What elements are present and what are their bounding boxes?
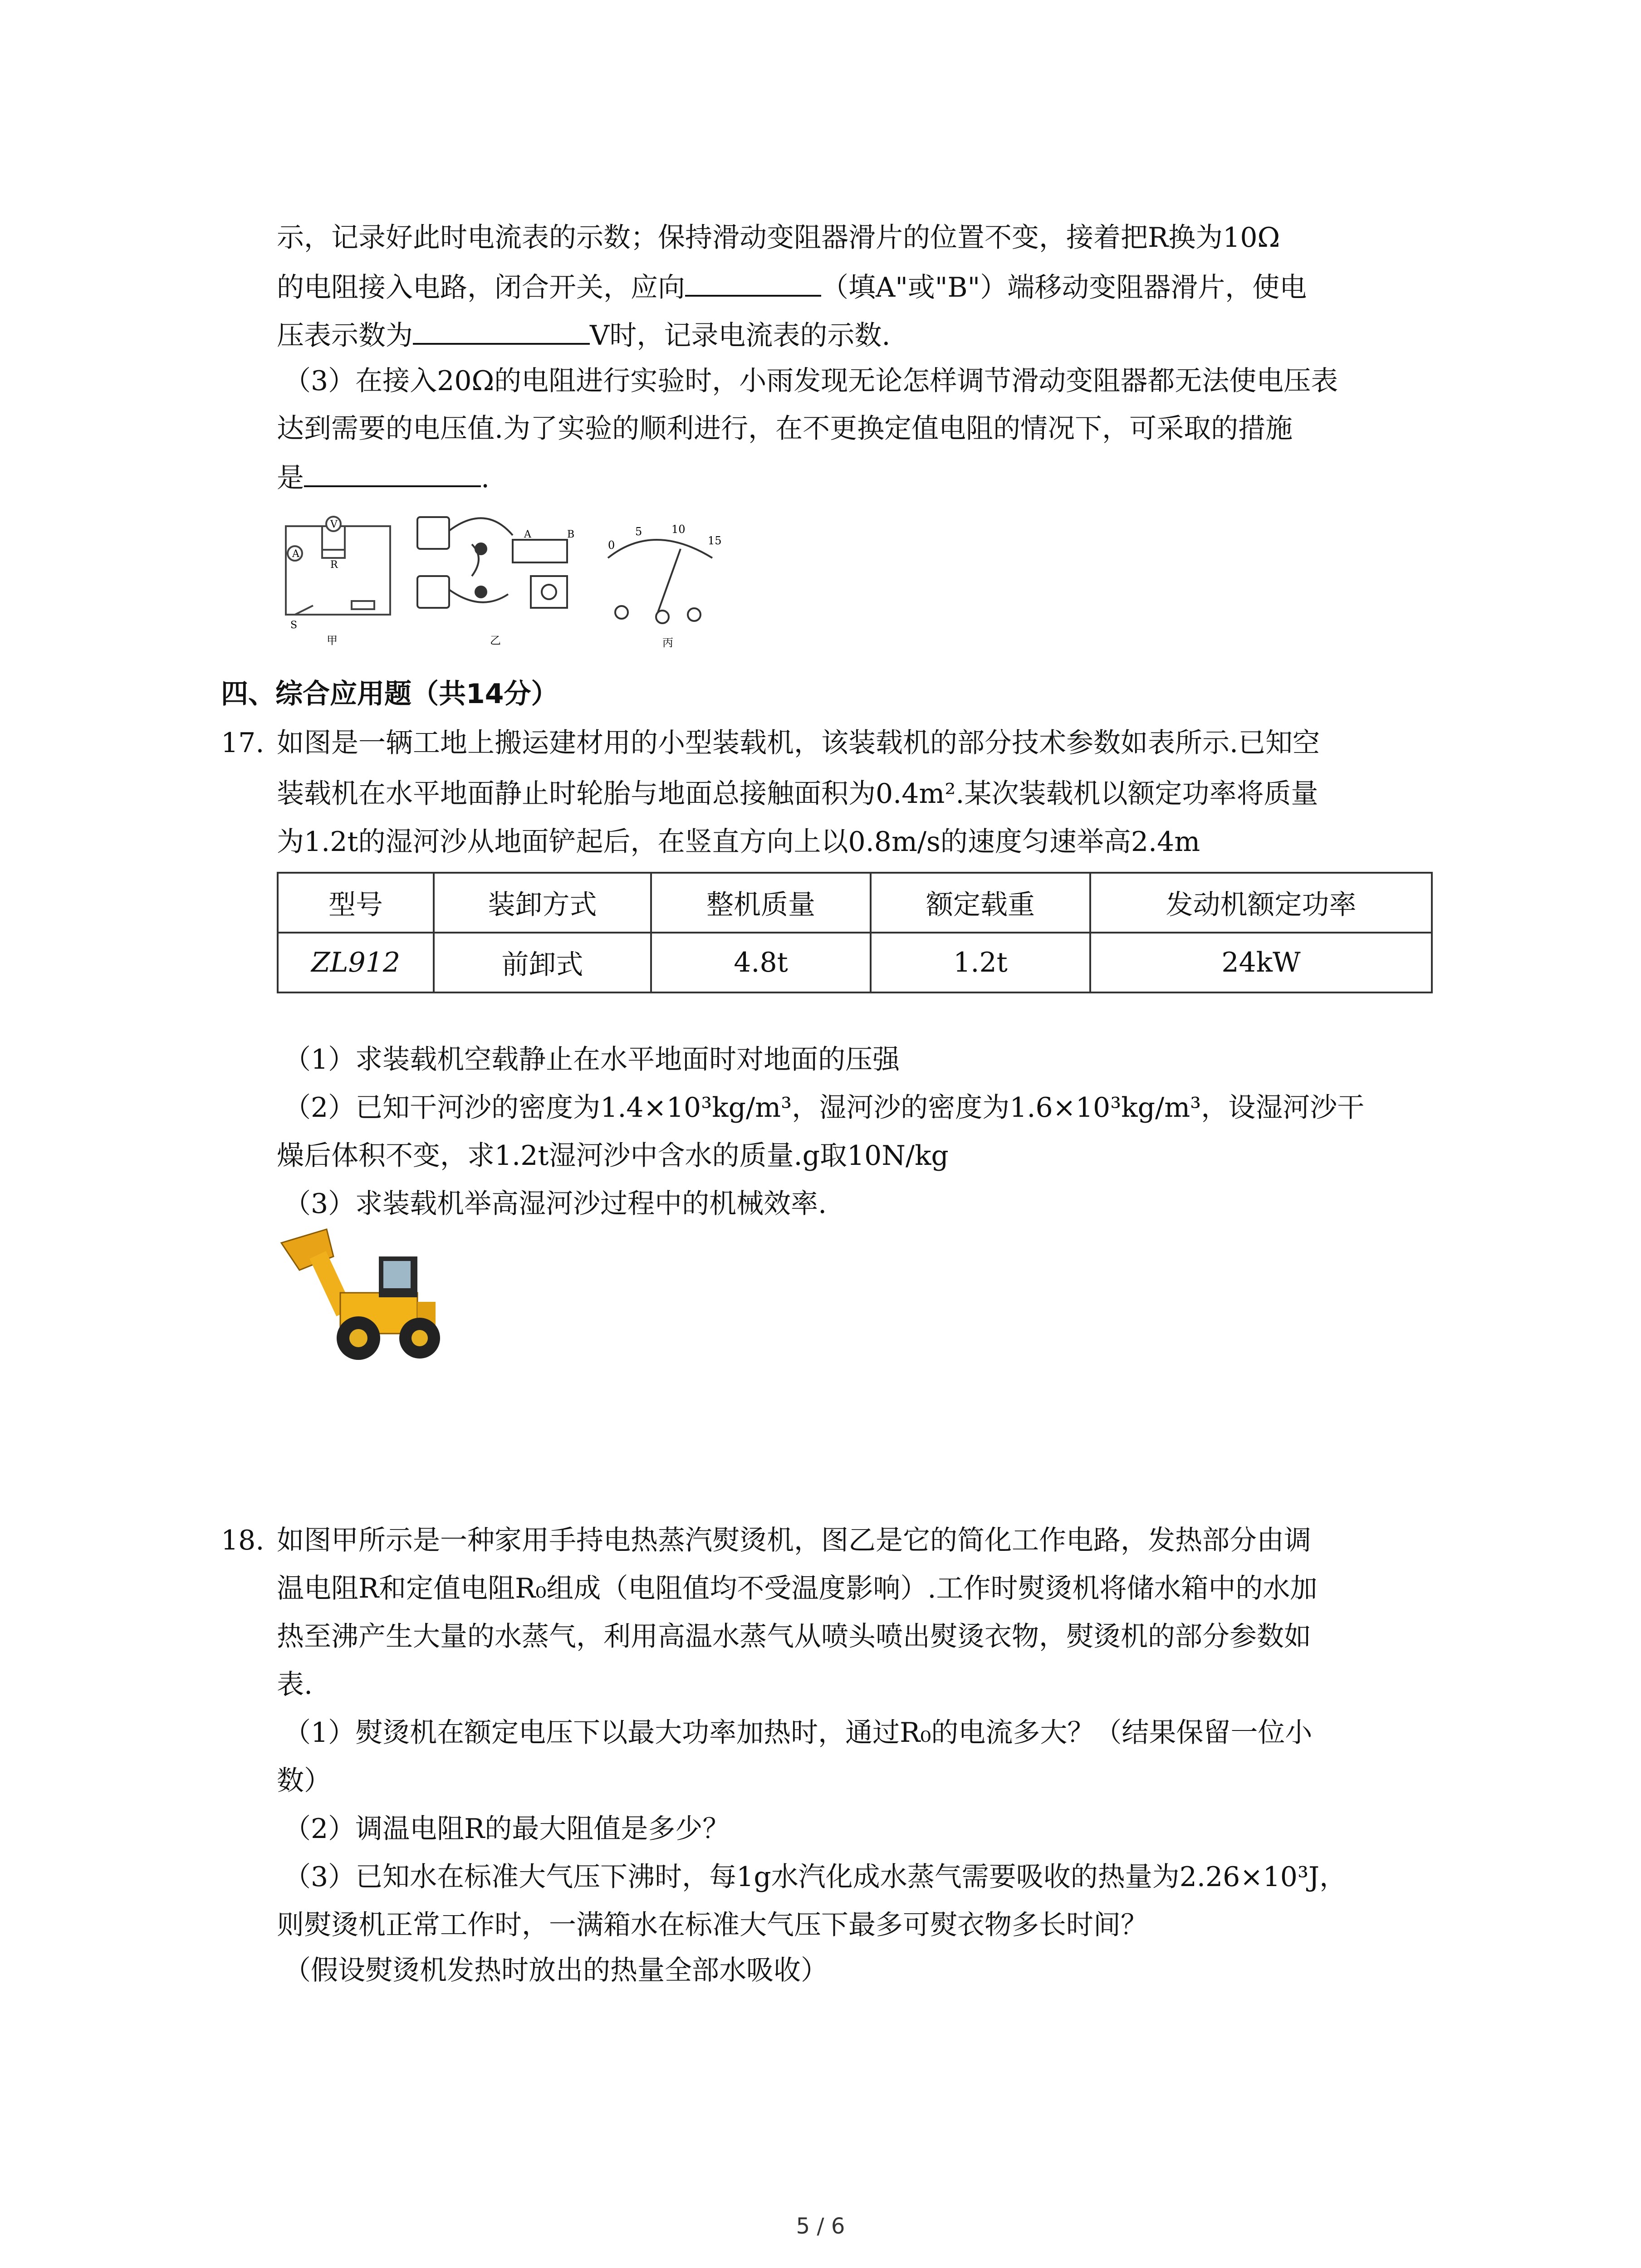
table-row [278, 933, 1432, 992]
q17-line-1: 如图是一辆工地上搬运建材用的小型装载机，该装载机的部分技术参数如表所示.已知空 [277, 727, 1320, 759]
q16-line-6-start: 是 [277, 462, 304, 494]
rheostat-terminal-b: B [567, 529, 575, 540]
resistor-label: R [330, 559, 338, 571]
q16-circuit-figures [277, 508, 740, 653]
table-header-row [278, 873, 1432, 933]
loader-spec-table [277, 872, 1433, 993]
voltmeter-label: V [330, 519, 338, 530]
q16-line-2-start: 的电阻接入电路，闭合开关，应向 [277, 272, 685, 303]
q18-sub-1-line-1: （1）熨烫机在额定电压下以最大功率加热时，通过R₀的电流多大？（结果保留一位小 [284, 1717, 1313, 1749]
table-header-cell: 装卸方式 [434, 873, 651, 933]
q16-line-2 [277, 268, 1307, 306]
meter-tick-15: 15 [708, 534, 722, 547]
q17-sub-3: （3）求装载机举高湿河沙过程中的机械效率. [284, 1188, 827, 1220]
q16-sub3-line-3 [277, 458, 490, 496]
table-cell-model: ZL912 [278, 933, 434, 992]
table-cell: 24kW [1090, 933, 1432, 992]
answer-blank-voltage[interactable] [413, 316, 590, 345]
q17-sub-1: （1）求装载机空载静止在水平地面时对地面的压强 [284, 1044, 900, 1075]
answer-blank-direction[interactable] [685, 268, 821, 297]
q17-line-3: 为1.2t的湿河沙从地面铲起后，在竖直方向上以0.8m/s的速度匀速举高2.4m [277, 826, 1200, 858]
table-header-cell: 整机质量 [651, 873, 871, 933]
answer-blank-measure[interactable] [304, 458, 481, 487]
q17-number: 17. [221, 727, 265, 759]
table-header-cell: 发动机额定功率 [1090, 873, 1432, 933]
q17-sub-2-line-1: （2）已知干河沙的密度为1.4×10³kg/m³，湿河沙的密度为1.6×10³kg/m³，设湿河沙干 [284, 1092, 1365, 1124]
figure-label-bing: 丙 [662, 636, 673, 649]
q18-line-1: 如图甲所示是一种家用手持电热蒸汽熨烫机，图乙是它的简化工作电路，发热部分由调 [277, 1525, 1311, 1556]
q18-number: 18. [221, 1525, 265, 1556]
switch-label: S [290, 620, 298, 631]
q16-line-6-end: . [481, 462, 490, 494]
section-heading: 四、综合应用题（共14分） [221, 678, 558, 710]
circuit-diagram-jia [286, 517, 390, 615]
rheostat-terminal-a: A [524, 529, 531, 540]
ammeter-label: A [292, 548, 299, 560]
q17-line-2: 装载机在水平地面静止时轮胎与地面总接触面积为0.4m².某次装载机以额定功率将质量 [277, 778, 1318, 810]
loader-illustration [272, 1225, 454, 1374]
q18-sub-3-line-2: 则熨烫机正常工作时，一满箱水在标准大气压下最多可熨衣物多长时间？ [277, 1909, 1148, 1941]
q16-line-3-end: V时，记录电流表的示数. [590, 320, 891, 352]
table-cell: 前卸式 [434, 933, 651, 992]
q18-line-3: 热至沸产生大量的水蒸气，利用高温水蒸气从喷头喷出熨烫衣物，熨烫机的部分参数如 [277, 1621, 1311, 1652]
q18-line-2: 温电阻R和定值电阻R₀组成（电阻值均不受温度影响）.工作时熨烫机将储水箱中的水加 [277, 1573, 1318, 1604]
q18-sub-3-line-3: （假设熨烫机发热时放出的热量全部水吸收） [284, 1955, 828, 1986]
meter-tick-10: 10 [671, 523, 686, 536]
q18-sub-1-line-2: 数） [277, 1765, 331, 1797]
q16-sub3-line-2: 达到需要的电压值.为了实验的顺利进行，在不更换定值电阻的情况下，可采取的措施 [277, 413, 1293, 445]
meter-tick-0: 0 [608, 539, 615, 552]
q18-line-4: 表. [277, 1669, 313, 1701]
page-number: 5 / 6 [796, 2214, 845, 2239]
q16-line-3-start: 压表示数为 [277, 320, 413, 352]
figure-label-yi: 乙 [490, 634, 501, 647]
table-header-cell: 型号 [278, 873, 434, 933]
q16-line-3 [277, 316, 890, 354]
q16-line-1: 示，记录好此时电流表的示数；保持滑动变阻器滑片的位置不变，接着把R换为10Ω [277, 222, 1280, 254]
q16-line-2-end: （填A"或"B"）端移动变阻器滑片，使电 [821, 272, 1307, 303]
table-cell: 1.2t [871, 933, 1090, 992]
voltmeter-dial-bing [608, 540, 712, 623]
table-cell: 4.8t [651, 933, 871, 992]
q18-sub-3-line-1: （3）已知水在标准大气压下沸时，每1g水汽化成水蒸气需要吸收的热量为2.26×10³J， [284, 1861, 1347, 1893]
q16-sub3-line-1: （3）在接入20Ω的电阻进行实验时，小雨发现无论怎样调节滑动变阻器都无法使电压表 [284, 365, 1338, 397]
wiring-photo-yi [417, 517, 567, 608]
figure-label-jia: 甲 [327, 634, 338, 647]
meter-tick-5: 5 [635, 525, 642, 538]
q17-sub-2-line-2: 燥后体积不变，求1.2t湿河沙中含水的质量.g取10N/kg [277, 1140, 949, 1172]
q18-sub-2: （2）调温电阻R的最大阻值是多少？ [284, 1813, 730, 1845]
table-header-cell: 额定载重 [871, 873, 1090, 933]
